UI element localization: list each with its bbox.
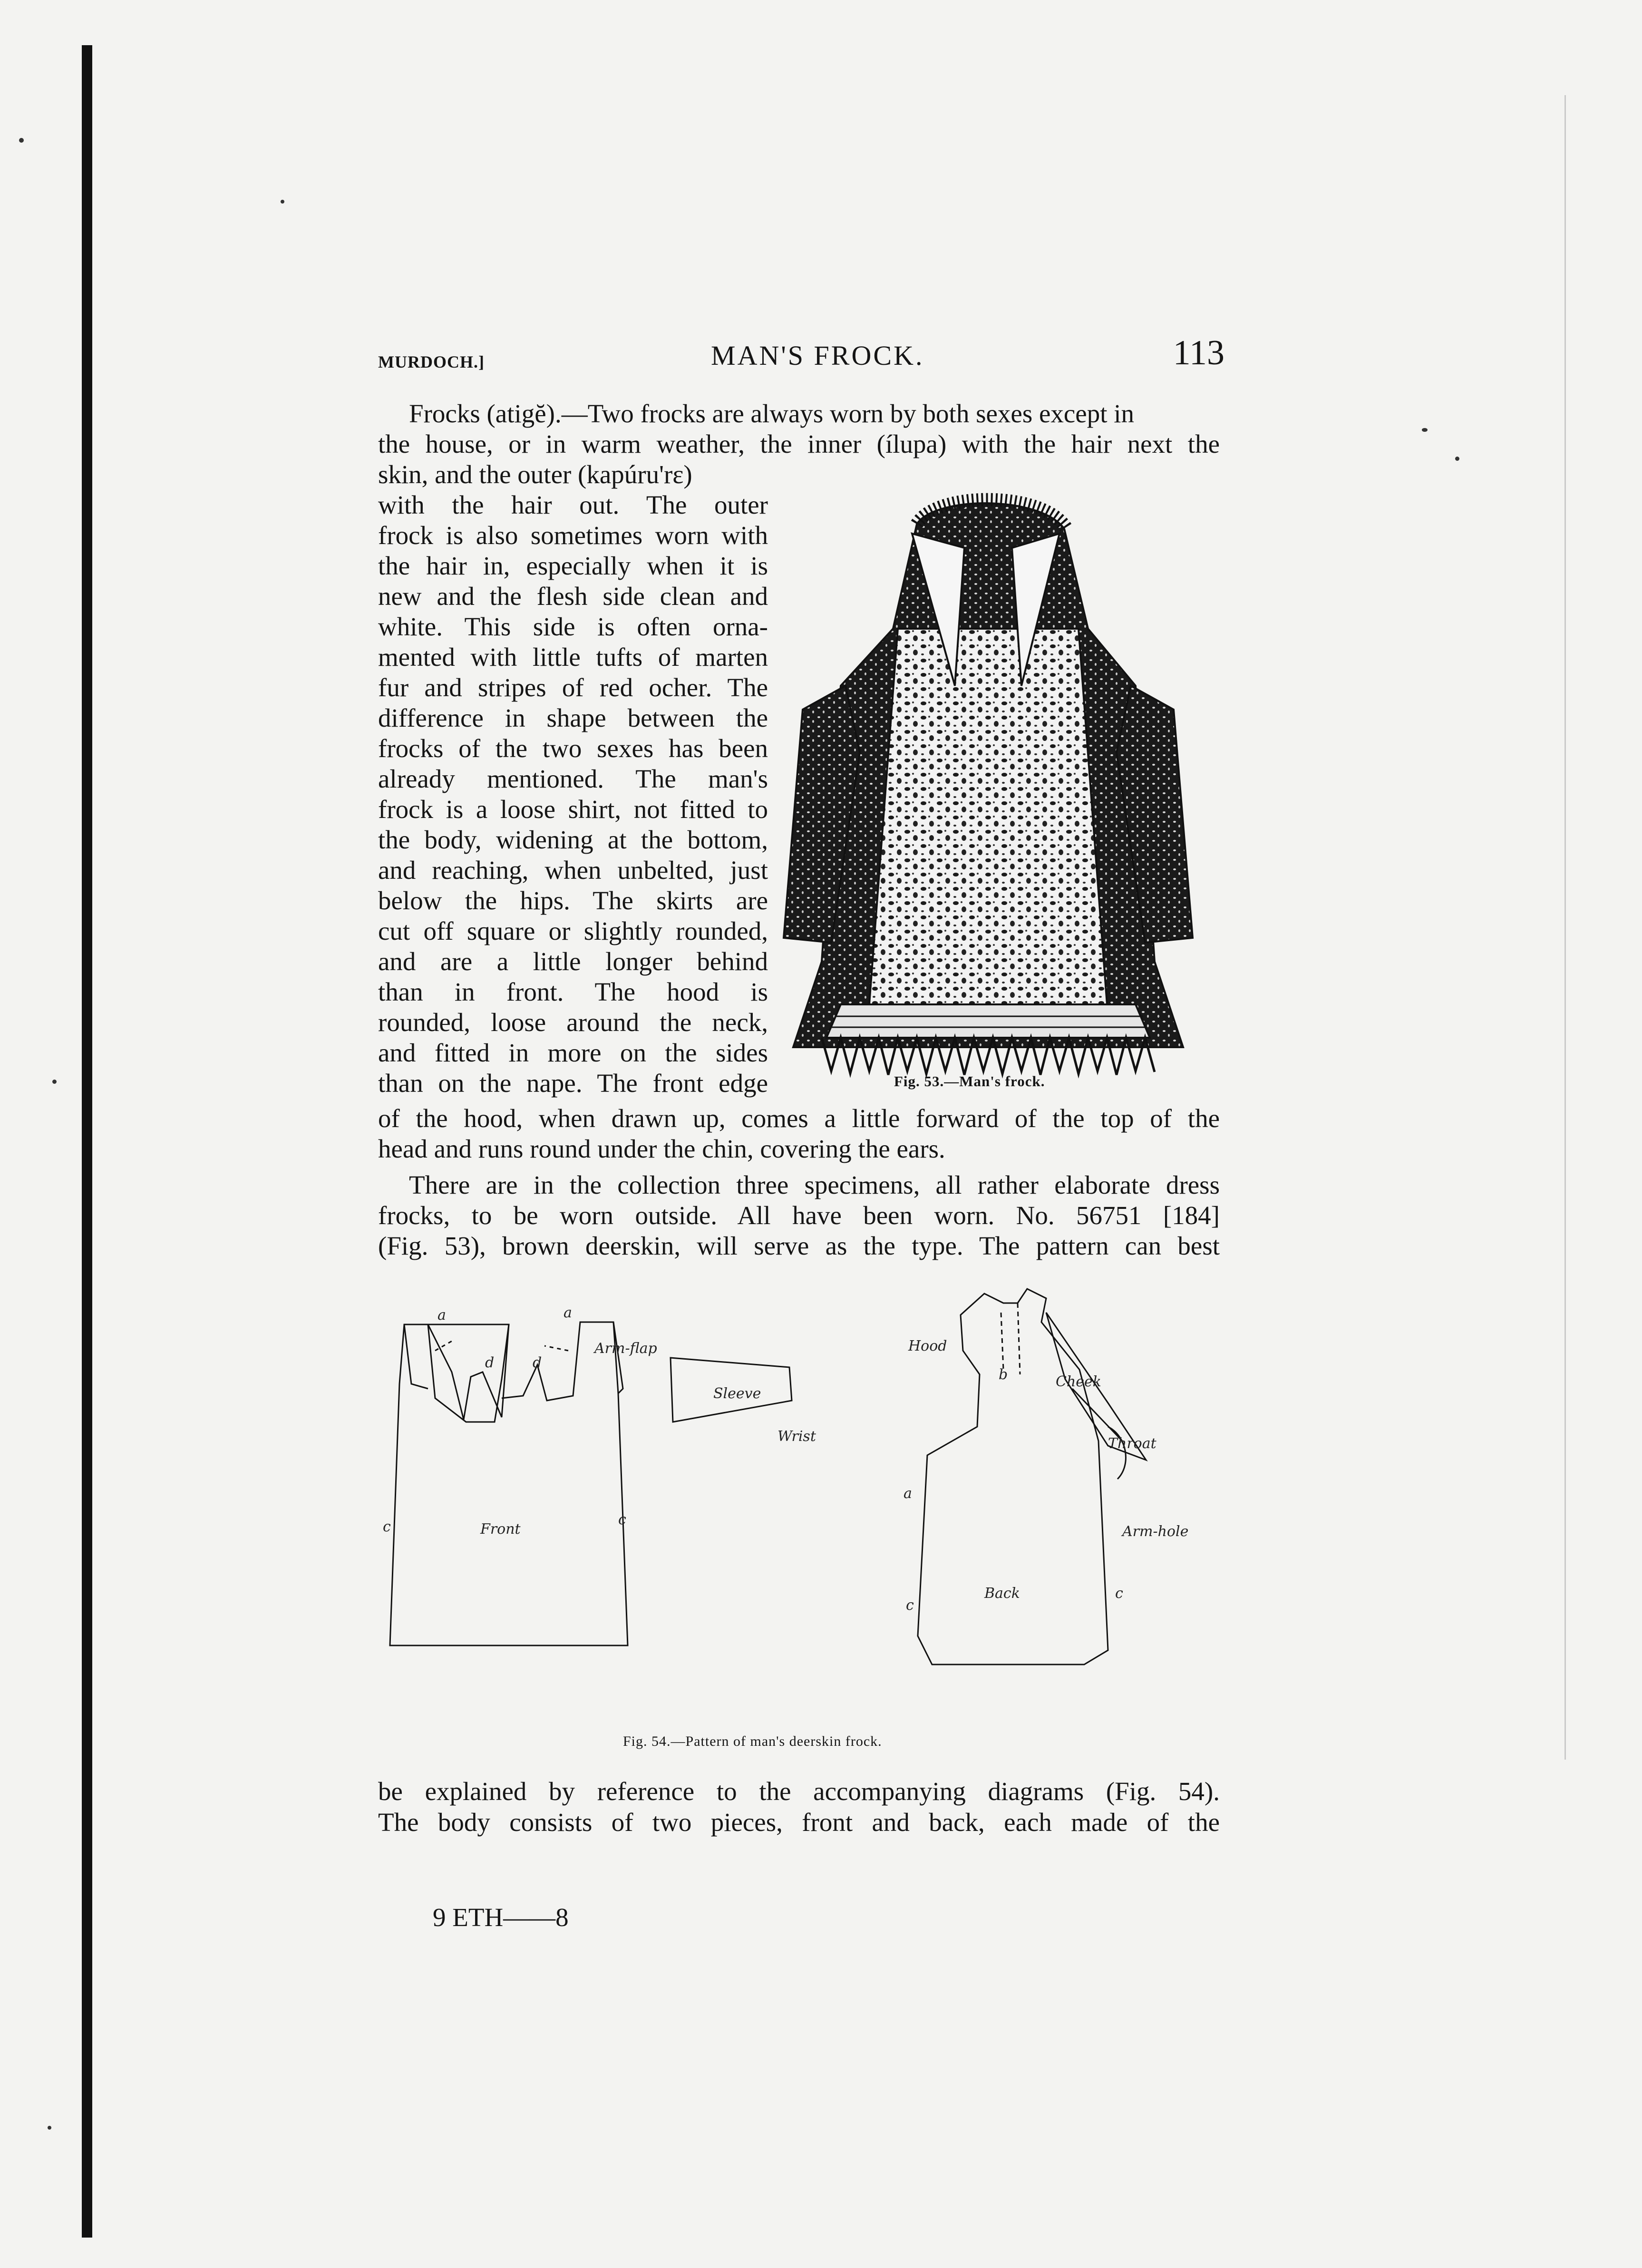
figure-54-caption: Fig. 54.—Pattern of man's deerskin frock.: [623, 1733, 882, 1749]
pattern-label-b: b: [999, 1366, 1008, 1383]
frock-illustration: [774, 486, 1202, 1119]
text-line: and reaching, when unbelted, just: [378, 856, 768, 885]
scan-speck: [281, 200, 284, 204]
text-line: difference in shape between the: [378, 703, 768, 732]
page-number: 113: [1173, 333, 1224, 372]
pattern-label-c: c: [1115, 1585, 1123, 1602]
text-line: frock is also sometimes worn with: [378, 521, 768, 550]
text-line: with the hair out. The outer: [378, 490, 768, 519]
text-line: white. This side is often orna-: [378, 612, 768, 641]
page-fold-shadow: [1564, 95, 1566, 1760]
text-line: fur and stripes of red ocher. The: [378, 673, 768, 702]
text-line: already mentioned. The man's: [378, 764, 768, 793]
text-line: frocks, to be worn outside. All have been worn. No. 56751 [184]: [378, 1201, 1220, 1230]
text-line: frock is a loose shirt, not fitted to: [378, 795, 768, 824]
pattern-label-throat: Throat: [1108, 1435, 1156, 1452]
pattern-label-sleeve: Sleeve: [713, 1385, 761, 1402]
pattern-label-c: c: [618, 1511, 626, 1528]
signature-mark: 9 ETH——8: [433, 1903, 569, 1932]
text-line: There are in the collection three specimens, all rather elaborate dress: [409, 1170, 1220, 1199]
text-line: mented with little tufts of marten: [378, 642, 768, 672]
text-line: skin, and the outer (kapúru'rɛ): [378, 460, 692, 489]
scan-speck: [48, 2126, 51, 2130]
text-line: below the hips. The skirts are: [378, 886, 768, 915]
figure-53-mans-frock: [774, 486, 1202, 1119]
running-header: [378, 333, 1224, 380]
pattern-label-arm-flap: Arm-flap: [594, 1340, 657, 1357]
text-line: and are a little longer behind: [378, 947, 768, 976]
text-line: head and runs round under the chin, covering the ears.: [378, 1134, 945, 1163]
pattern-label-d: d: [533, 1354, 542, 1371]
running-author: MURDOCH.]: [378, 352, 485, 371]
pattern-label-wrist: Wrist: [777, 1428, 816, 1445]
pattern-label-a: a: [904, 1485, 912, 1502]
pattern-label-d: d: [485, 1354, 495, 1371]
text-line: than in front. The hood is: [378, 977, 768, 1006]
scan-speck: [1455, 457, 1459, 461]
pattern-label-front: Front: [480, 1521, 521, 1538]
text-line: and fitted in more on the sides: [378, 1038, 768, 1067]
pattern-label-cheek: Cheek: [1056, 1373, 1101, 1390]
pattern-label-arm-hole: Arm-hole: [1122, 1523, 1189, 1540]
text-line: frocks of the two sexes has been: [378, 734, 768, 763]
text-line: The body consists of two pieces, front and back, each made of the: [378, 1808, 1220, 1837]
text-line: new and the flesh side clean and: [378, 582, 768, 611]
text-line: Frocks (atigĕ).—Two frocks are always worn by both sexes except in: [409, 399, 1135, 428]
pattern-label-back: Back: [984, 1585, 1020, 1602]
text-line: the body, widening at the bottom,: [378, 825, 768, 854]
pattern-label-hood: Hood: [908, 1338, 947, 1354]
scan-speck: [1422, 428, 1428, 432]
figure-54-pattern-diagram: [380, 1284, 1260, 1736]
page-binding-edge: [82, 45, 92, 2238]
figure-53-caption: Fig. 53.—Man's frock.: [894, 1073, 1045, 1090]
text-line: (Fig. 53), brown deerskin, will serve as the type. The pattern can best: [378, 1231, 1220, 1260]
text-line: rounded, loose around the neck,: [378, 1008, 768, 1037]
pattern-label-c: c: [383, 1518, 391, 1535]
text-line: cut off square or slightly rounded,: [378, 916, 768, 945]
scan-speck: [52, 1080, 57, 1084]
text-line: the house, or in warm weather, the inner (ílupa) with the hair next the: [378, 429, 1220, 458]
pattern-label-a: a: [564, 1304, 572, 1321]
text-line: than on the nape. The front edge: [378, 1069, 768, 1098]
text-line: the hair in, especially when it is: [378, 551, 768, 580]
text-line: be explained by reference to the accompanying diagrams (Fig. 54).: [378, 1777, 1220, 1806]
running-title: MAN'S FROCK.: [711, 340, 924, 371]
text-line: of the hood, when drawn up, comes a little forward of the top of the: [378, 1104, 1220, 1133]
pattern-label-a: a: [437, 1307, 446, 1324]
scan-speck: [19, 138, 24, 143]
pattern-label-c: c: [906, 1597, 914, 1614]
